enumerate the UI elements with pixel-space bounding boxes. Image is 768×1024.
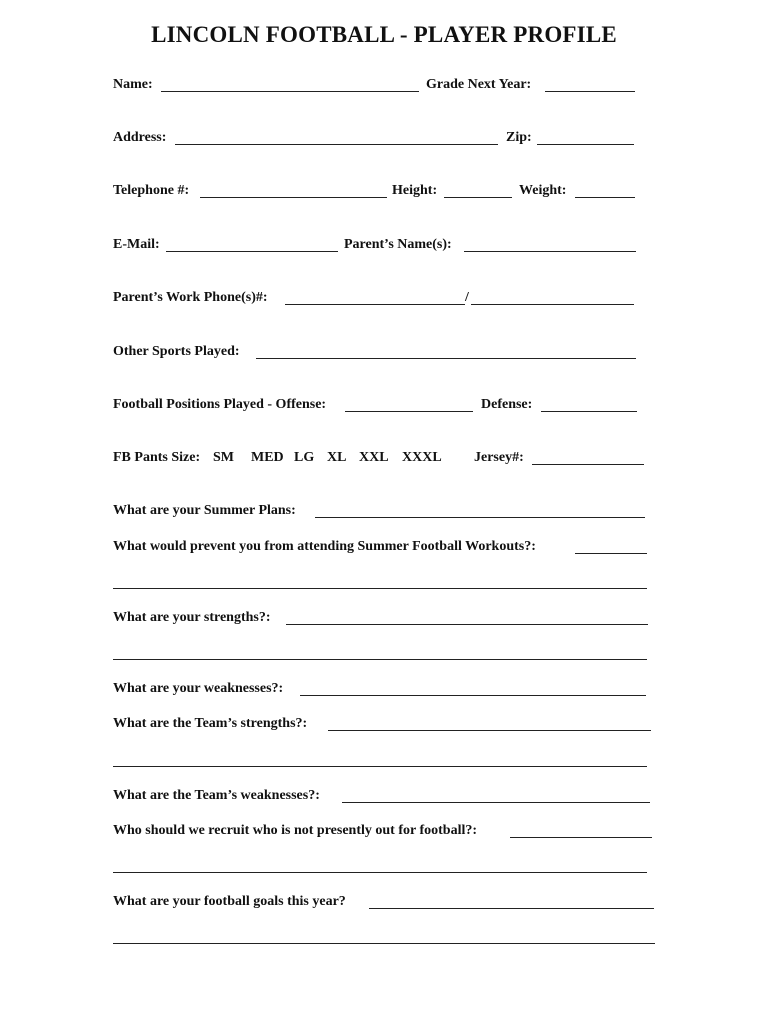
address-field[interactable] <box>175 144 498 145</box>
positions-defense-label: Defense: <box>481 397 533 412</box>
goals-label: What are your football goals this year? <box>113 894 346 909</box>
telephone-label: Telephone #: <box>113 183 190 198</box>
jersey-label: Jersey#: <box>474 450 524 465</box>
parents-work-phone-field-1[interactable] <box>285 304 465 305</box>
team-strengths-label: What are the Team’s strengths?: <box>113 716 308 731</box>
address-label: Address: <box>113 130 167 145</box>
recruit-continuation-line[interactable] <box>113 872 647 873</box>
weaknesses-label: What are your weaknesses?: <box>113 681 284 696</box>
other-sports-label: Other Sports Played: <box>113 344 240 359</box>
parents-work-phone-label: Parent’s Work Phone(s)#: <box>113 290 268 305</box>
phone-separator: / <box>465 290 469 305</box>
jersey-field[interactable] <box>532 464 644 465</box>
grade-next-year-field[interactable] <box>545 91 635 92</box>
prevent-workouts-label: What would prevent you from attending Summer Football Workouts?: <box>113 539 536 554</box>
email-field[interactable] <box>166 251 338 252</box>
height-field[interactable] <box>444 197 512 198</box>
telephone-field[interactable] <box>200 197 387 198</box>
pants-size-option-sm[interactable]: SM <box>213 450 234 465</box>
name-label: Name: <box>113 77 153 92</box>
pants-size-option-lg[interactable]: LG <box>294 450 315 465</box>
strengths-continuation-line[interactable] <box>113 659 647 660</box>
positions-offense-field[interactable] <box>345 411 473 412</box>
weight-field[interactable] <box>575 197 635 198</box>
weaknesses-field[interactable] <box>300 695 646 696</box>
zip-field[interactable] <box>537 144 634 145</box>
summer-plans-label: What are your Summer Plans: <box>113 503 296 518</box>
pants-size-option-xxl[interactable]: XXL <box>359 450 389 465</box>
parents-names-label: Parent’s Name(s): <box>344 237 452 252</box>
parents-work-phone-field-2[interactable] <box>471 304 634 305</box>
recruit-label: Who should we recruit who is not presently out for football?: <box>113 823 478 838</box>
strengths-field[interactable] <box>286 624 648 625</box>
form-title: LINCOLN FOOTBALL - PLAYER PROFILE <box>151 22 617 47</box>
team-weaknesses-field[interactable] <box>342 802 650 803</box>
pants-size-option-xxxl[interactable]: XXXL <box>402 450 442 465</box>
positions-offense-label: Football Positions Played - Offense: <box>113 397 327 412</box>
positions-defense-field[interactable] <box>541 411 637 412</box>
strengths-label: What are your strengths?: <box>113 610 271 625</box>
goals-field[interactable] <box>369 908 654 909</box>
goals-continuation-line[interactable] <box>113 943 655 944</box>
pants-size-label: FB Pants Size: <box>113 450 201 465</box>
pants-size-option-xl[interactable]: XL <box>327 450 347 465</box>
pants-size-option-med[interactable]: MED <box>251 450 284 465</box>
zip-label: Zip: <box>506 130 532 145</box>
summer-plans-field[interactable] <box>315 517 645 518</box>
weight-label: Weight: <box>519 183 567 198</box>
height-label: Height: <box>392 183 438 198</box>
email-label: E-Mail: <box>113 237 160 252</box>
team-weaknesses-label: What are the Team’s weaknesses?: <box>113 788 320 803</box>
recruit-field[interactable] <box>510 837 652 838</box>
parents-names-field[interactable] <box>464 251 636 252</box>
prevent-workouts-field[interactable] <box>575 553 647 554</box>
other-sports-field[interactable] <box>256 358 636 359</box>
team-strengths-field[interactable] <box>328 730 651 731</box>
prevent-workouts-continuation-line[interactable] <box>113 588 647 589</box>
name-field[interactable] <box>161 91 419 92</box>
team-strengths-continuation-line[interactable] <box>113 766 647 767</box>
grade-next-year-label: Grade Next Year: <box>426 77 532 92</box>
